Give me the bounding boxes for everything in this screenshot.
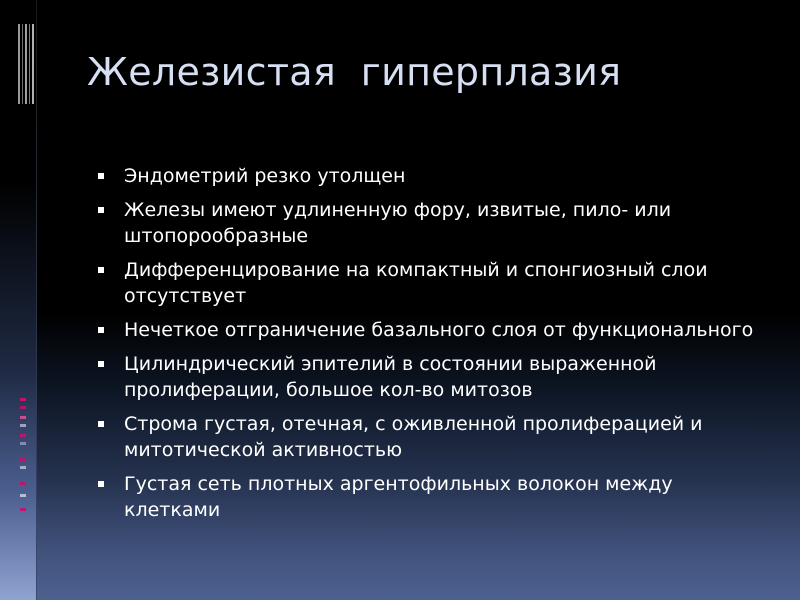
- square-bullet-icon: [98, 173, 104, 179]
- deco-line: [32, 24, 34, 104]
- deco-mark: [20, 494, 26, 497]
- bullet-list: [98, 163, 766, 531]
- bullet-item: [98, 197, 766, 249]
- bullet-item: [98, 317, 766, 343]
- bullet-text: Цилиндрический эпителий в состоянии выраженной пролиферации, большое кол-во митозов: [124, 353, 657, 401]
- deco-mark: [20, 482, 26, 485]
- square-bullet-icon: [98, 361, 104, 367]
- deco-line: [25, 24, 27, 104]
- bullet-item: [98, 411, 766, 463]
- deco-mark: [20, 406, 26, 409]
- bullet-text: Железы имеют удлиненную фору, извитые, пило- или штопорообразные: [124, 199, 672, 247]
- square-bullet-icon: [98, 267, 104, 273]
- bullet-item: [98, 163, 766, 189]
- deco-line: [18, 24, 20, 104]
- deco-mark: [20, 466, 26, 469]
- square-bullet-icon: [98, 327, 104, 333]
- deco-line: [29, 24, 30, 104]
- bullet-item: [98, 471, 766, 523]
- deco-mark: [20, 416, 26, 419]
- deco-mark: [20, 508, 26, 511]
- bullet-text: Густая сеть плотных аргентофильных волокон между клетками: [124, 473, 673, 521]
- deco-line: [22, 24, 23, 104]
- bullet-text: Эндометрий резко утолщен: [124, 165, 406, 187]
- decorative-tick-marks: [20, 398, 30, 518]
- strip-edge-line: [36, 0, 37, 600]
- square-bullet-icon: [98, 481, 104, 487]
- bullet-text: Нечеткое отграничение базального слоя от функционального: [124, 319, 754, 341]
- deco-mark: [20, 434, 26, 437]
- bullet-text: Строма густая, отечная, с оживленной пролиферацией и митотической активностью: [124, 413, 703, 461]
- deco-mark: [20, 442, 26, 445]
- deco-mark: [20, 398, 26, 401]
- deco-mark: [20, 458, 26, 461]
- deco-mark: [20, 424, 26, 427]
- bullet-item: [98, 257, 766, 309]
- square-bullet-icon: [98, 207, 104, 213]
- bullet-item: [98, 351, 766, 403]
- slide-title: Железистая гиперплазия: [87, 50, 622, 94]
- square-bullet-icon: [98, 421, 104, 427]
- bullet-text: Дифференцирование на компактный и спонгиозный слои отсутствует: [124, 259, 708, 307]
- decorative-vertical-lines: [18, 24, 36, 104]
